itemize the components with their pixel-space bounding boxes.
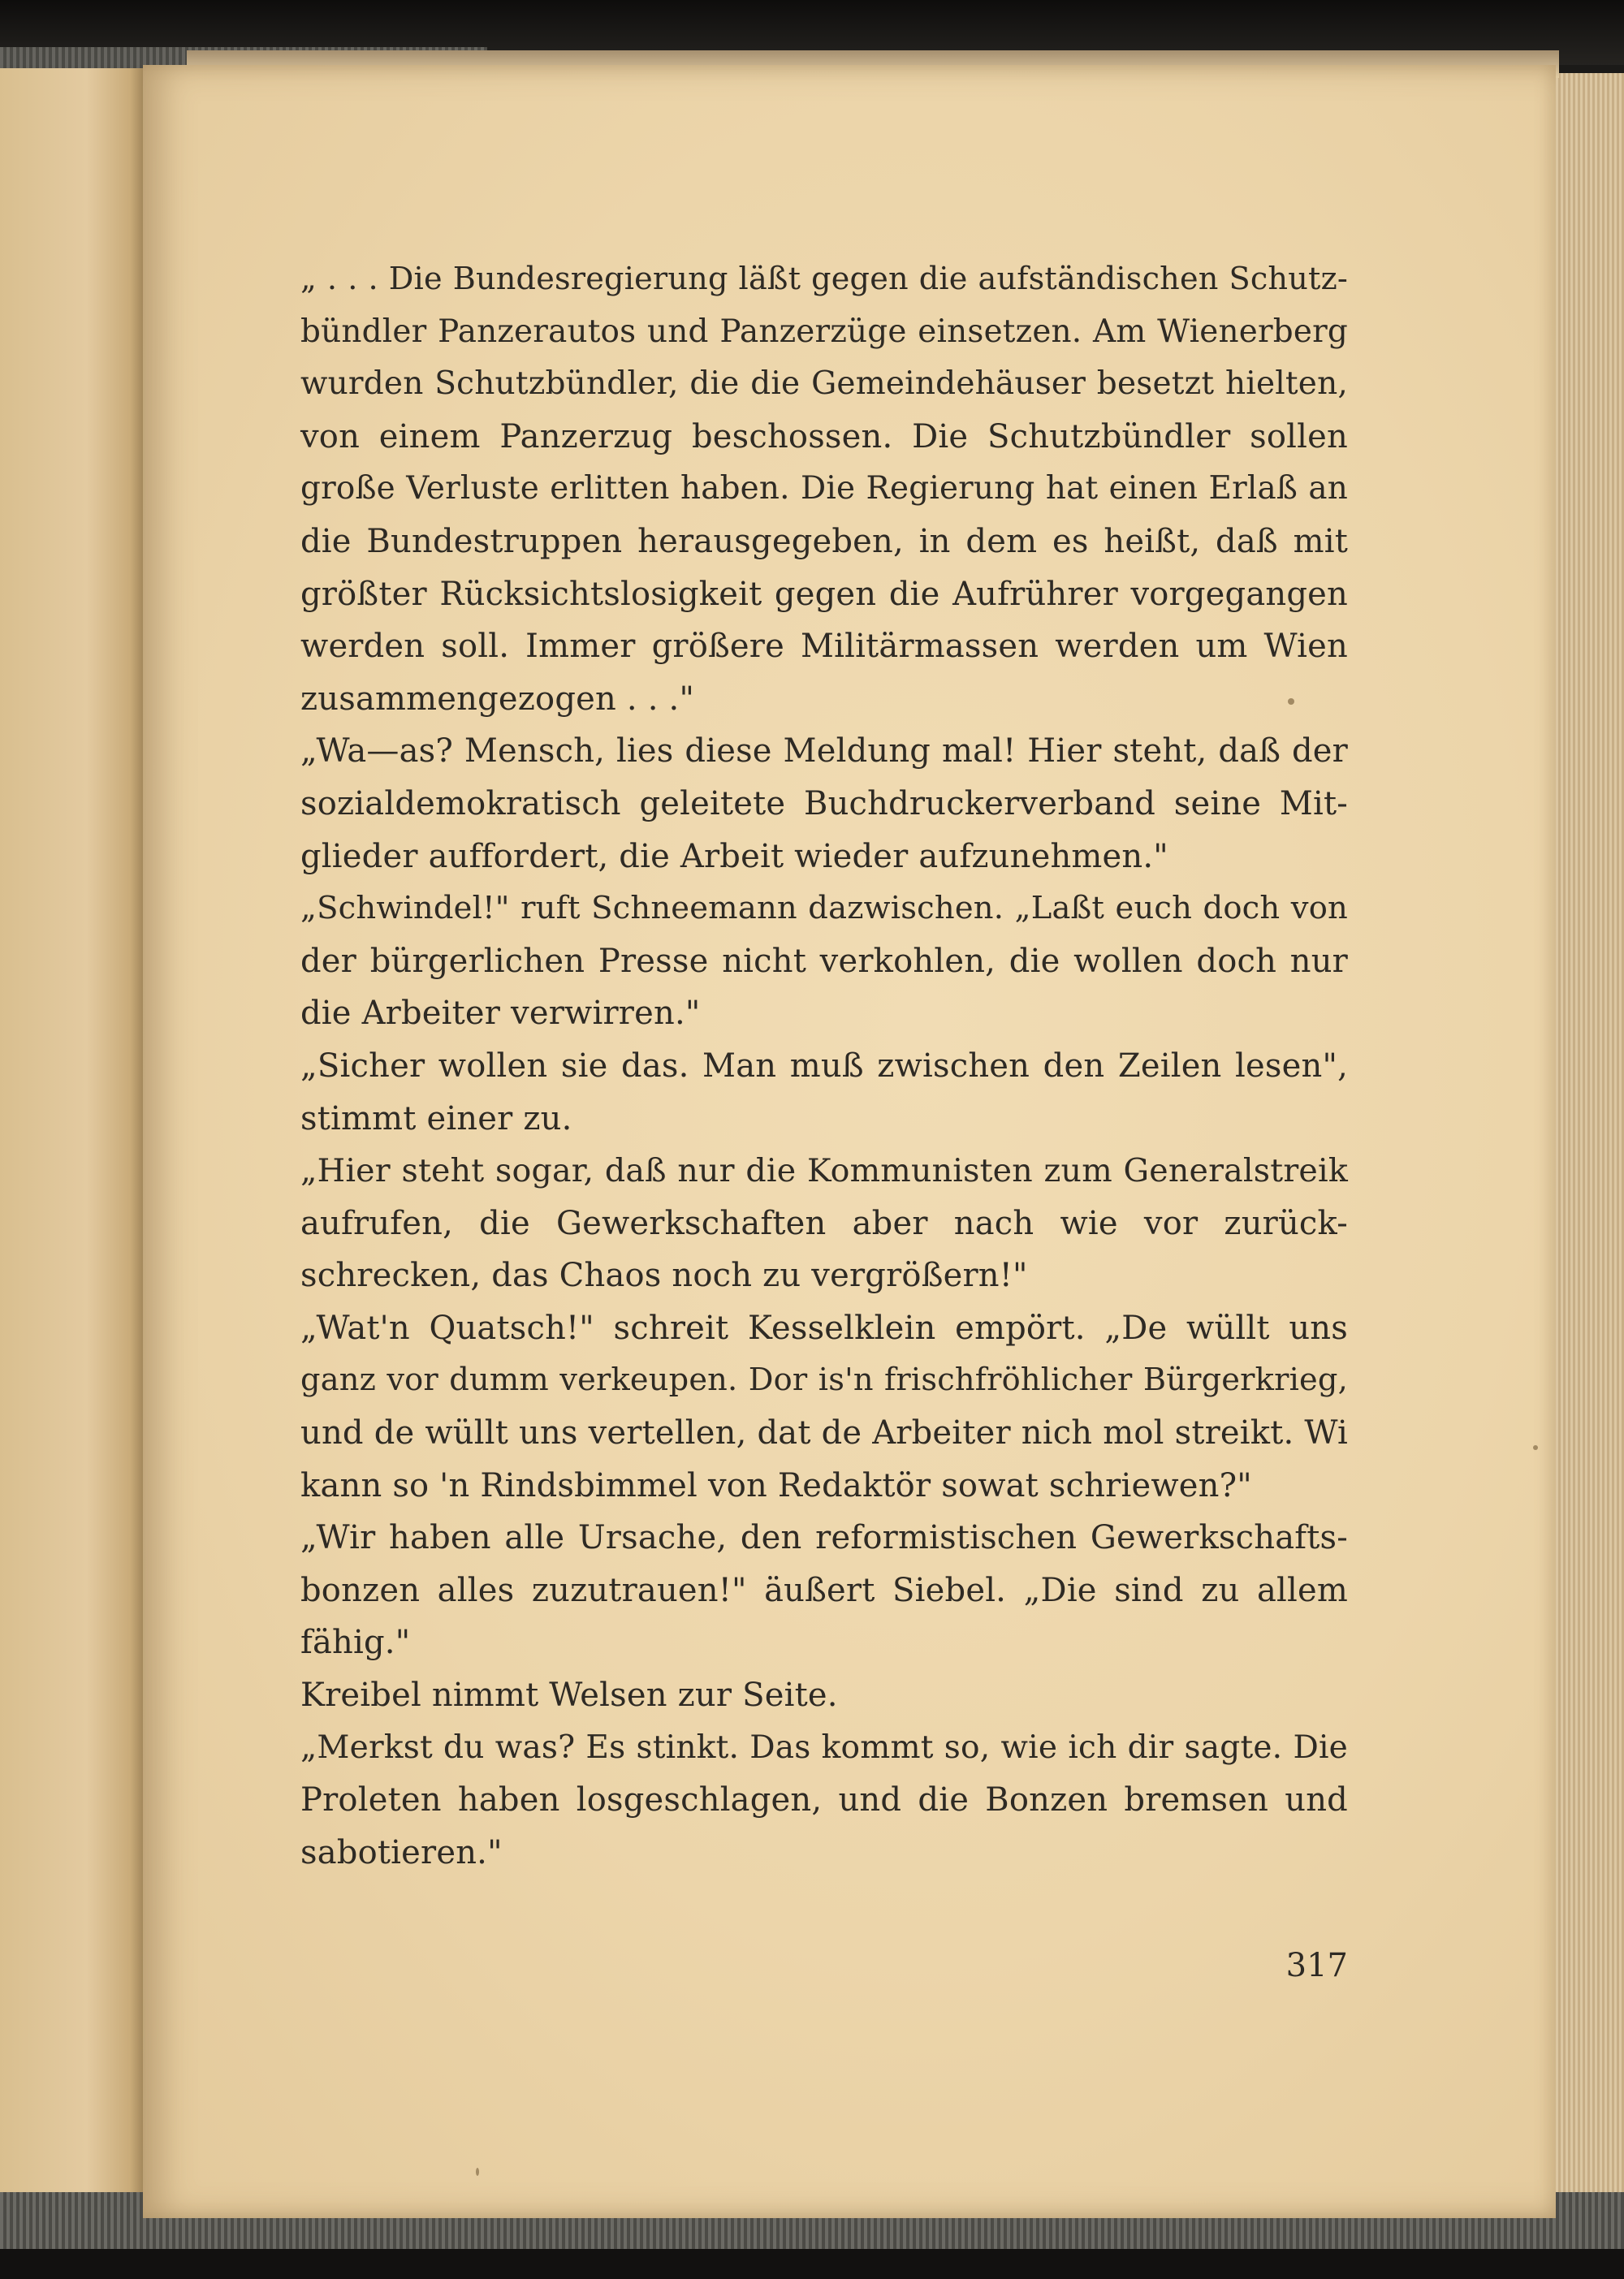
paper-speck [476,2168,479,2176]
text-line: „Wir haben alle Ursache, den reformistischen Gewerkschafts- [300,1519,1348,1557]
text-line: „ . . . Die Bundesregierung läßt gegen die aufständischen Schutz- [300,261,1348,297]
text-line: „Wa—as? Mensch, lies diese Meldung mal! Hier steht, daß der [300,732,1348,770]
text-line: werden soll. Immer größere Militärmassen werden um Wien [300,628,1348,666]
text-line: die Bundestruppen herausgegeben, in dem es heißt, daß mit [300,522,1348,560]
text-line: fähig." [300,1624,411,1662]
text-line: „Wat'n Quatsch!" schreit Kesselklein empört. „De wüllt uns [300,1309,1348,1347]
text-line: große Verluste erlitten haben. Die Regierung hat einen Erlaß an [300,470,1348,507]
paper-speck [1533,1445,1538,1450]
text-line: ganz vor dumm verkeupen. Dor is'n frischfröhlicher Bürgerkrieg, [300,1362,1348,1399]
text-line: aufrufen, die Gewerkschaften aber nach wie vor zurück- [300,1204,1348,1242]
text-line: die Arbeiter verwirren." [300,995,701,1033]
text-line: und de wüllt uns vertellen, dat de Arbeiter nich mol streikt. Wi [300,1414,1348,1452]
text-line: stimmt einer zu. [300,1099,572,1137]
text-line: kann so 'n Rindsbimmel von Redaktör sowat schriewen?" [300,1466,1252,1504]
text-line: „Sicher wollen sie das. Man muß zwischen den Zeilen lesen", [300,1047,1348,1085]
text-line: Proleten haben losgeschlagen, und die Bonzen bremsen und [300,1781,1348,1819]
text-line: zusammengezogen . . ." [300,680,695,718]
text-line: bündler Panzerautos und Panzerzüge einsetzen. Am Wienerberg [300,313,1348,350]
text-line: „Schwindel!" ruft Schneemann dazwischen. „Laßt euch doch von [300,890,1348,927]
text-line: wurden Schutzbündler, die die Gemeindehäuser besetzt hielten, [300,365,1348,403]
text-line: sabotieren." [300,1833,503,1871]
text-line: größter Rücksichtslosigkeit gegen die Aufrührer vorgegangen [300,575,1348,613]
background-dark-bottom [0,2249,1624,2279]
page-body-text [300,253,1348,1879]
text-line: der bürgerlichen Presse nicht verkohlen, die wollen doch nur [300,942,1348,980]
text-line: sozialdemokratisch geleitete Buchdruckerverband seine Mit- [300,784,1348,822]
text-line: bonzen alles zuzutrauen!" äußert Siebel. „Die sind zu allem [300,1571,1348,1609]
facing-page-edge [0,68,145,2212]
text-line: Kreibel nimmt Welsen zur Seite. [300,1677,838,1715]
page-number: 317 [1285,1947,1348,1984]
text-line: glieder auffordert, die Arbeit wieder aufzunehmen." [300,837,1168,875]
text-line: schrecken, das Chaos noch zu vergrößern!" [300,1257,1028,1295]
text-line: „Merkst du was? Es stinkt. Das kommt so, wie ich dir sagte. Die [300,1729,1348,1766]
text-line: „Hier steht sogar, daß nur die Kommunisten zum Generalstreik [300,1152,1348,1190]
text-line: von einem Panzerzug beschossen. Die Schutzbündler sollen [300,417,1348,455]
